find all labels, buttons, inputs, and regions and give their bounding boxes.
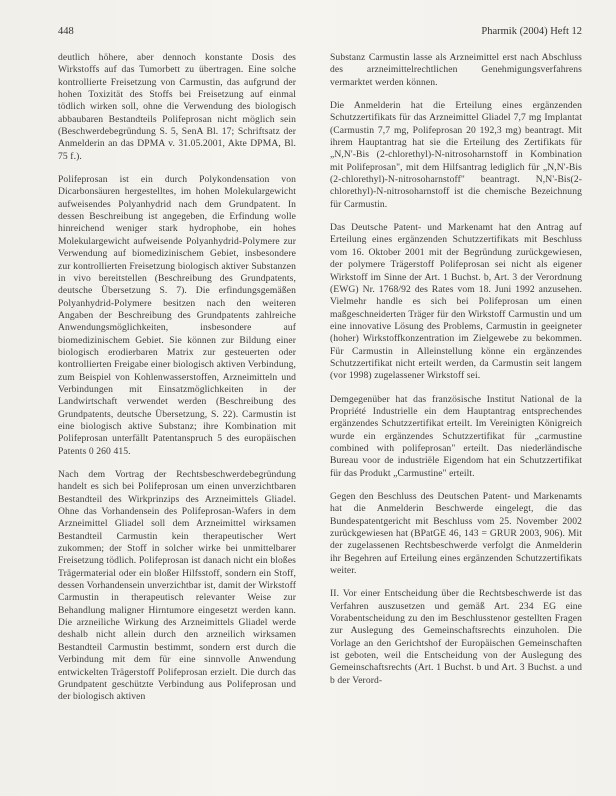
page-number: 448 <box>58 26 74 37</box>
paragraph: Substanz Carmustin lasse als Arzneimittel erst nach Abschluss des arzneimittelrechtlichen Genehmigungsverfahrens vermarktet werden können. <box>330 52 582 88</box>
paragraph: Das Deutsche Patent- und Markenamt hat den Antrag auf Erteilung eines ergänzenden Schutzzertifikats mit Beschluss vom 16. Oktober 2001 mit der Begründung zurückgewiesen, der polymere Trägerstoff Polifeprosan sei nicht als eigener Wirkstoff im Sinne der Art. 1 Buchst. b, Art. 3 der Verordnung (EWG) Nr. 1768/92 des Rates vom 18. Juni 1992 anzusehen. Vielmehr handle es sich bei Polifeprosan um einen maßgeschneiderten Träger für den Wirkstoff Carmustin und um eine innovative Lösung des Problems, Carmustin in geeigneter (hoher) Wirkstoffkonzentration im Zielgewebe zu bekommen. Für Carmustin in Alleinstellung könne ein ergänzendes Schutzzertifikat nicht erteilt werden, da Carmustin seit langem (vor 1998) zugelassener Wirkstoff sei. <box>330 222 582 382</box>
paragraph: Nach dem Vortrag der Rechtsbeschwerdebegründung handelt es sich bei Polifeprosan um einen unverzichtbaren Bestandteil des Wirkprinzips des Arzneimittels Gliadel. Ohne das Vorhandensein des Polifeprosan-Wafers in dem Arzneimittel Gliadel soll dem Arzneimittel wirksamen Bestandteil Carmustin kein therapeutischer Wert zukommen; der Stoff in solcher wirke bei unmittelbarer Freisetzung tödlich. Polifeprosan ist danach nicht ein bloßes Trägermaterial oder ein bloßer Hilfsstoff, sondern ein Stoff, dessen Vorhandensein unverzichtbar ist, damit der Wirkstoff Carmustin in therapeutisch relevanter Weise zur Behandlung maligner Hirntumore eingesetzt werden kann. Die arzneiliche Wirkung des Arzneimittels Gliadel werde deshalb nicht allein durch den arzneilich wirksamen Bestandteil Carmustin bestimmt, sondern erst durch die Verbindung mit dem für eine sinnvolle Anwendung entwickelten Trägerstoff Polifeprosan erzielt. Die durch das Grundpatent geschützte Verbindung aus Polifeprosan und der biologisch aktiven <box>58 469 296 703</box>
paragraph: Gegen den Beschluss des Deutschen Patent- und Markenamts hat die Anmelderin Beschwerde eingelegt, die das Bundespatentgericht mit Beschluss vom 25. November 2002 zurückgewiesen hat (BPatGE 46, 143 = GRUR 2003, 906). Mit der zugelassenen Rechtsbeschwerde verfolgt die Anmelderin ihr Begehren auf Erteilung eines ergänzenden Schutzzertifikats weiter. <box>330 491 582 577</box>
left-column <box>58 52 296 704</box>
paragraph: Demgegenüber hat das französische Institut National de la Propriété Industrielle ein dem Hauptantrag entsprechendes ergänzendes Schutzzertifikat erteilt. Im Vereinigten Königreich wurde ein ergänzendes Schutzzertifikat für „carmustine combined with polifeprosan" erteilt. Das niederländische Bureau voor de industriële Eigendom hat ein Schutzzertifikat für das Produkt „Carmustine" erteilt. <box>330 393 582 479</box>
paragraph: Polifeprosan ist ein durch Polykondensation von Dicarbonsäuren hergestelltes, im hohen Molekulargewicht aufweisendes Polyanhydrid nach dem Grundpatent. In dessen Beschreibung ist angegeben, die Erfindung wolle hinreichend weniger stark hydrophobe, ein hohes Molekulargewicht aufweisende Polyanhydrid-Polymere zur Verwendung auf biomedizinischem Gebiet, insbesondere zur kontrollierten Freisetzung biologisch aktiver Substanzen in vivo bereitstellen (Beschreibung des Grundpatents, deutsche Übersetzung S. 7). Die erfindungsgemäßen Polyanhydrid-Polymere besitzen nach den weiteren Angaben der Beschreibung des Grundpatents zahlreiche Anwendungsmöglichkeiten, insbesondere auf biomedizinischem Gebiet. Sie können zur Bildung einer biologisch erodierbaren Matrix zur gesteuerten oder kontrollierten Freigabe einer biologisch aktiven Verbindung, zum Beispiel von Kohlenwasserstoffen, Arzneimitteln und Verbindungen mit Einsatzmöglichkeiten in der Landwirtschaft verwendet werden (Beschreibung des Grundpatents, deutsche Übersetzung, S. 22). Carmustin ist eine biologisch aktive Substanz; ihre Kombination mit Polifeprosan unterfällt Patentanspruch 5 des europäischen Patents 0 260 415. <box>58 174 296 457</box>
paragraph: Die Anmelderin hat die Erteilung eines ergänzenden Schutzzertifikats für das Arzneimittel Gliadel 7,7 mg Implantat (Carmustin 7,7 mg, Polifeprosan 20 192,3 mg) beantragt. Mit ihrem Hauptantrag hat sie die Erteilung des Zertifikats für „N,N'-Bis (2-chlorethyl)-N-nitrosoharnstoff in Kombination mit Polifeprosan", mit dem Hilfsantrag lediglich für „N,N'-Bis (2-chlorethyl)-N-nitrosoharnstoff" beantragt. N,N'-Bis(2-chlorethyl)-N-nitrosoharnstoff ist die chemische Bezeichnung für Carmustin. <box>330 100 582 210</box>
journal-reference: Pharmik (2004) Heft 12 <box>481 26 582 37</box>
paragraph: deutlich höhere, aber dennoch konstante Dosis des Wirkstoffs auf das Tumorbett zu übertragen. Eine solche kontrollierte Freisetzung von Carmustin, das aufgrund der hohen Toxizität des Stoffs bei Freisetzung auf einmal tödlich wirken soll, ohne die Verwendung des biologisch abbaubaren Bestandteils Polifeprosan nicht möglich sein (Beschwerdebegründung S. 5, SenA Bl. 17; Schriftsatz der Anmelderin an das DPMA v. 31.05.2001, Akte DPMA, Bl. 75 f.). <box>58 52 296 162</box>
right-column <box>330 52 582 687</box>
paragraph: II. Vor einer Entscheidung über die Rechtsbeschwerde ist das Verfahren auszusetzen und gemäß Art. 234 EG eine Vorabentscheidung zu den im Beschlusstenor gestellten Fragen zur Auslegung des Gemeinschaftsrechts einzuholen. Die Vorlage an den Gerichtshof der Europäischen Gemeinschaften ist geboten, weil die Entscheidung von der Auslegung des Gemeinschaftsrechts (Art. 1 Buchst. b und Art. 3 Buchst. a und b der Verord- <box>330 588 582 686</box>
page-header <box>58 26 582 40</box>
